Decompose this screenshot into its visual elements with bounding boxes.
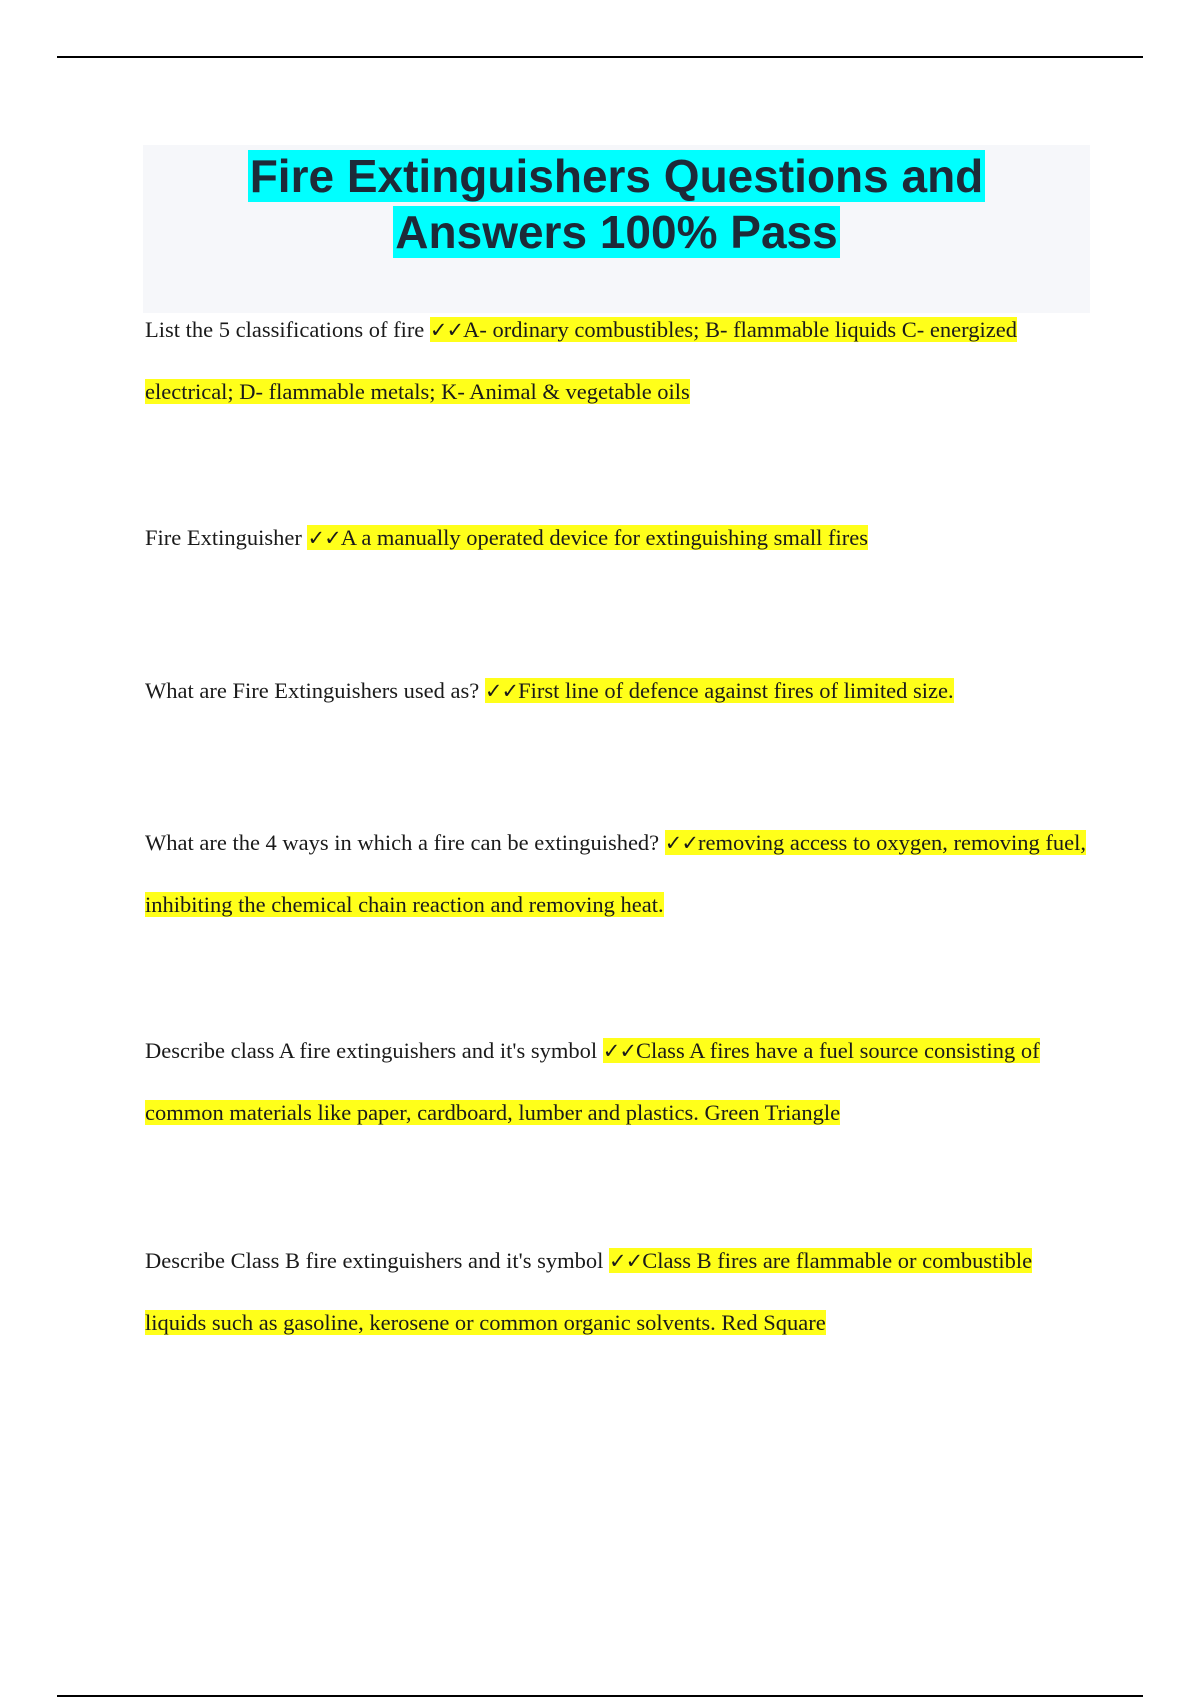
double-check-icon: ✓✓ — [602, 1039, 636, 1063]
answer-text: A a manually operated device for extinguishing small fires — [340, 525, 869, 550]
qa-item-6 — [145, 1230, 1095, 1353]
double-check-icon: ✓✓ — [484, 679, 519, 703]
answer-text: Class B fires are flammable or combustible liquids such as gasoline, kerosene or common organic solvents. Red Square — [145, 1248, 1033, 1335]
document-title — [248, 148, 986, 260]
answer-text: First line of defence against fires of limited size. — [518, 678, 954, 703]
title-line-2: Answers 100% Pass — [395, 206, 838, 258]
answer-text: removing access to oxygen, removing fuel, inhibiting the chemical chain reaction and removing heat. — [145, 830, 1087, 917]
qa-item-2 — [145, 507, 1095, 569]
question-text: Fire Extinguisher — [145, 525, 302, 550]
title-line-1: Fire Extinguishers Questions and — [249, 150, 984, 202]
question-text: What are Fire Extinguishers used as? — [145, 678, 480, 703]
double-check-icon: ✓✓ — [664, 831, 698, 855]
question-text: Describe Class B fire extinguishers and it's symbol — [145, 1248, 604, 1273]
answer-highlight — [307, 525, 868, 550]
double-check-icon: ✓✓ — [307, 526, 341, 550]
answer-text: Class A fires have a fuel source consisting of common materials like paper, cardboard, lumber and plastics. Green Triangle — [145, 1038, 1040, 1125]
double-check-icon: ✓✓ — [429, 318, 464, 342]
qa-item-4 — [145, 812, 1095, 935]
qa-item-1 — [145, 299, 1095, 422]
qa-item-3 — [145, 660, 1095, 722]
question-text: What are the 4 ways in which a fire can be extinguished? — [145, 830, 660, 855]
title-banner — [143, 145, 1090, 313]
qa-item-5 — [145, 1020, 1095, 1143]
bottom-rule — [57, 1695, 1143, 1697]
answer-highlight — [485, 678, 954, 703]
double-check-icon: ✓✓ — [609, 1249, 643, 1273]
question-text: Describe class A fire extinguishers and it's symbol — [145, 1038, 598, 1063]
answer-text: A- ordinary combustibles; B- flammable liquids C- energized electrical; D- flammable metals; K- Animal & vegetable oils — [145, 317, 1017, 404]
top-rule — [57, 56, 1143, 58]
question-text: List the 5 classifications of fire — [145, 317, 425, 342]
